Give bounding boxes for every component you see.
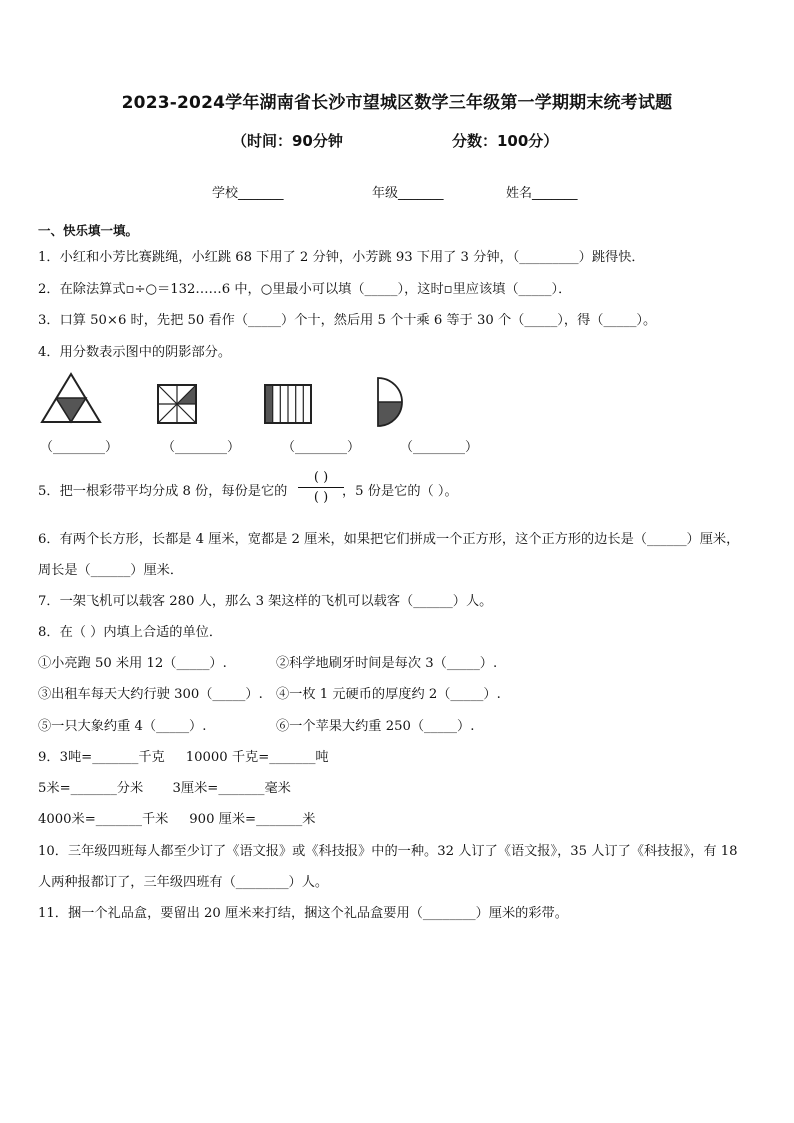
question-2: 2．在除法算式▫÷○＝132……6 中，○里最小可以填（_____），这时▫里应该填（_____）． [38,282,572,297]
fraction-numerator: ( ) [313,470,329,485]
name-field[interactable]: 姓名_______ [506,186,578,201]
question-9-line-2: 5米=_______分米 3厘米=_______毫米 [38,781,291,796]
question-9-line-3: 4000米=_______千米 900 厘米=_______米 [38,812,316,827]
triangle-shaded-part [56,398,86,422]
question-8: 8．在（ ）内填上合适的单位． [38,625,223,640]
rectangle-shaded-part [265,385,273,423]
fraction-denominator: ( ) [313,490,329,505]
question-8-item-3: ③出租车每天大约行驶 300（_____）. [38,687,263,702]
question-6-line-2: 周长是（______）厘米． [38,563,184,578]
answer-blank-3[interactable]: （________） [282,440,361,455]
section-heading: 一、快乐填一填。 [38,223,139,238]
school-field[interactable]: 学校_______ [212,186,284,201]
question-8-item-6: ⑥一个苹果大约重 250（_____）. [276,719,475,734]
question-8-item-4: ④一枚 1 元硬币的厚度约 2（_____）. [276,687,501,702]
semicircle-figure [376,376,404,428]
question-8-item-2: ②科学地刷牙时间是每次 3（_____）. [276,656,498,671]
question-8-item-1: ①小亮跑 50 米用 12（_____）. [38,656,227,671]
question-5-fraction[interactable] [296,470,346,505]
question-6-line-1: 6．有两个长方形，长都是 4 厘米，宽都是 2 厘米，如果把它们拼成一个正方形，这个正方形的边长是（______）厘米， [38,532,740,547]
rectangle-figure [264,384,312,424]
question-4: 4．用分数表示图中的阴影部分。 [38,345,232,360]
question-8-item-5: ⑤一只大象约重 4（_____）. [38,719,207,734]
question-3: 3．口算 50×6 时，先把 50 看作（_____）个十，然后用 5 个十乘 6 等于 30 个（_____），得（_____）。 [38,313,657,328]
page-title: 2023-2024学年湖南省长沙市望城区数学三年级第一学期期末统考试题 [121,93,673,113]
exam-time: （时间：90分钟 [232,132,343,150]
question-11: 11．捆一个礼品盒，要留出 20 厘米来打结，捆这个礼品盒要用（________）厘米的彩带。 [38,906,568,921]
square-figure [157,384,197,424]
question-10-line-1: 10．三年级四班每人都至少订了《语文报》或《科技报》中的一种。32 人订了《语文报》，35 人订了《科技报》，有 18 [38,844,738,859]
question-7: 7．一架飞机可以载客 280 人，那么 3 架这样的飞机可以载客（______）人。 [38,594,493,609]
answer-blank-1[interactable]: （________） [40,440,119,455]
triangle-figure [40,372,102,424]
question-1: 1．小红和小芳比赛跳绳，小红跳 68 下用了 2 分钟，小芳跳 93 下用了 3 分钟，（_________）跳得快． [38,250,645,265]
exam-score: 分数：100分） [452,132,559,150]
question-5-part-2: ，5 份是它的（ ）。 [342,484,458,499]
answer-blank-4[interactable]: （________） [400,440,479,455]
fraction-bar [298,487,344,488]
grade-field[interactable]: 年级_______ [372,186,444,201]
question-5-part-1: 5．把一根彩带平均分成 8 份，每份是它的 [38,484,288,499]
answer-blank-2[interactable]: （________） [162,440,241,455]
question-10-line-2: 人两种报都订了，三年级四班有（________）人。 [38,875,329,890]
question-9-line-1: 9．3吨=_______千克 10000 千克=_______吨 [38,750,329,765]
